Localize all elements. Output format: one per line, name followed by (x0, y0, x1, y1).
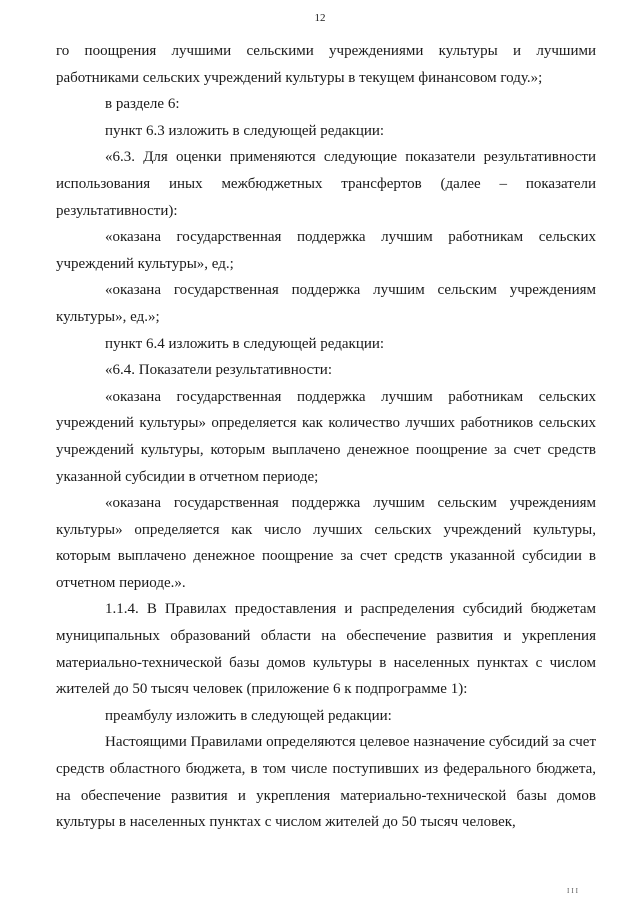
footer-mark: III (567, 887, 580, 895)
paragraph-preamble-intro: преамбулу изложить в следующей редакции: (105, 707, 392, 724)
document-body (56, 38, 596, 836)
paragraph-item-6-3: «6.3. Для оценки применяются следующие показатели результативности использования иных межбюджетных трансфертов (далее – показатели результативности): (56, 149, 596, 219)
paragraph-item-6-3-intro: пункт 6.3 изложить в следующей редакции: (105, 122, 385, 139)
paragraph-definition-workers: «оказана государственная поддержка лучшим работникам сельских учреждений культуры» определяется как количество лучших работников сельских учреждений культуры, которым выплачено денежное поощрение за счет средств указанной субсидии в отчетном периоде; (56, 388, 596, 485)
paragraph-item-6-4-intro: пункт 6.4 изложить в следующей редакции: (105, 335, 385, 352)
paragraph-continuation: го поощрения лучшими сельскими учреждениями культуры и лучшими работниками сельских учреждений культуры в текущем финансовом году.»; (56, 43, 596, 86)
paragraph-indicator-institutions: «оказана государственная поддержка лучшим сельским учреждениям культуры», ед.»; (56, 282, 596, 325)
paragraph-item-1-1-4: 1.1.4. В Правилах предоставления и распределения субсидий бюджетам муниципальных образований области на обеспечение развития и укрепления материально-технической базы домов культуры в населенных пунктах с числом жителей до 50 тысяч человек (приложение 6 к подпрограмме 1): (56, 601, 596, 698)
page-number: 12 (314, 12, 326, 24)
paragraph-item-6-4: «6.4. Показатели результативности: (105, 362, 332, 379)
paragraph-section-6: в разделе 6: (105, 96, 180, 113)
paragraph-indicator-workers: «оказана государственная поддержка лучшим работникам сельских учреждений культуры», ед.; (56, 229, 596, 272)
paragraph-preamble-text: Настоящими Правилами определяются целевое назначение субсидий за счет средств областного бюджета, в том числе поступивших из федерального бюджета, на обеспечение развития и укрепления материально-технической базы домов культуры в населенных пунктах с числом жителей до 50 тысяч человек, (56, 734, 596, 831)
paragraph-definition-institutions: «оказана государственная поддержка лучшим сельским учреждениям культуры» определяется как число лучших сельских учреждений культуры, которым выплачено денежное поощрение за счет средств указанной субсидии в отчетном периоде.». (56, 495, 596, 591)
